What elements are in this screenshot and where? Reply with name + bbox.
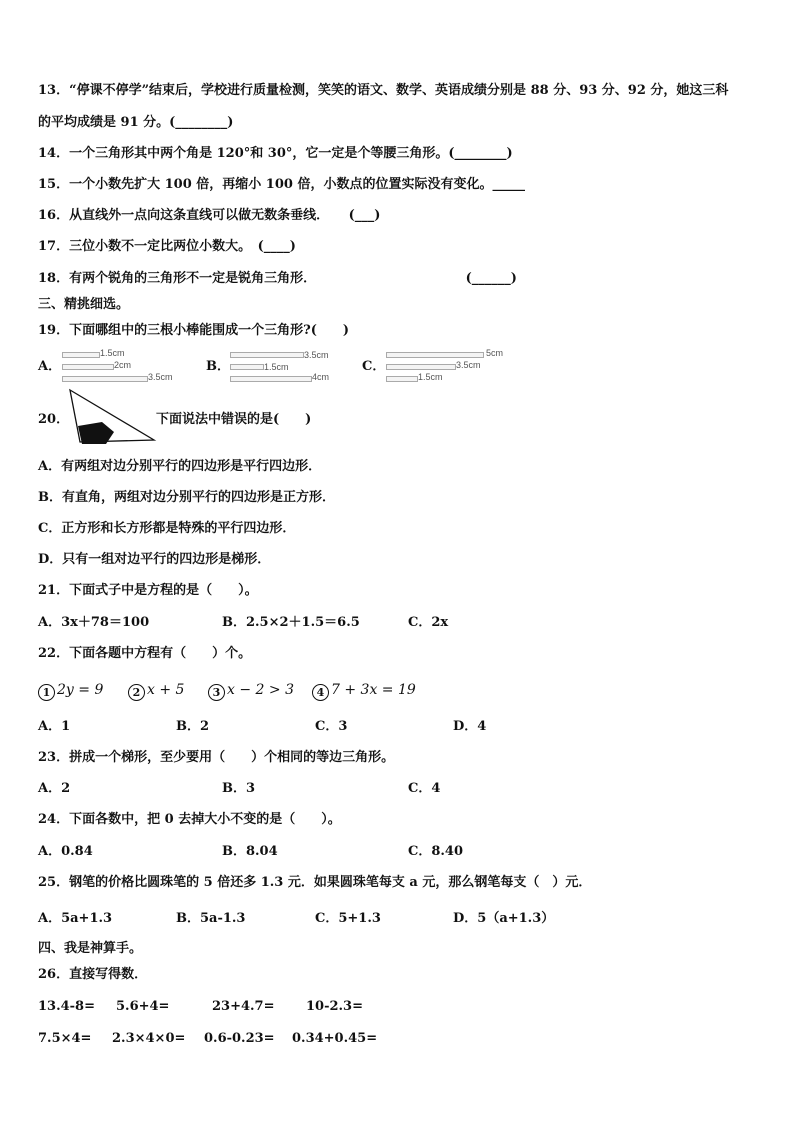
q23-option-b: B．3: [222, 781, 256, 796]
triangle-figure: [66, 388, 158, 446]
section-3-heading: 三、精挑细选。: [38, 297, 130, 312]
q21-stem: 21．下面式子中是方程的是（ ）。: [38, 583, 258, 598]
stick-length-label: 3.5cm: [304, 350, 329, 360]
q22-expression-3: x − 2 > 3: [227, 682, 294, 698]
q18-text: 18．有两个锐角的三角形不一定是锐角三角形． (______): [38, 271, 517, 286]
q22-option-b: B．2: [176, 719, 210, 734]
q23-option-c: C．4: [408, 781, 441, 796]
q16-text: 16．从直线外一点向这条直线可以做无数条垂线． (___): [38, 208, 381, 223]
stick-length-label: 3.5cm: [456, 360, 481, 370]
section-4-heading: 四、我是神算手。: [38, 941, 143, 956]
q26-row1-item-2: 5.6+4=: [116, 999, 170, 1014]
q20-number: 20．: [38, 412, 70, 427]
q20-stem: 下面说法中错误的是( ): [156, 412, 312, 427]
q20-option-a: A．有两组对边分别平行的四边形是平行四边形．: [38, 459, 322, 474]
q26-row1-item-1: 13.4-8=: [38, 999, 95, 1014]
stick: [386, 352, 484, 358]
q21-option-a: A．3x＋78＝100: [38, 615, 150, 630]
q24-stem: 24．下面各数中，把 0 去掉大小不变的是（ ）。: [38, 812, 341, 827]
q26-row2-item-1: 7.5×4=: [38, 1031, 92, 1046]
q15-text: 15．一个小数先扩大 100 倍，再缩小 100 倍，小数点的位置实际没有变化。_____: [38, 177, 525, 192]
q25-option-b: B．5a-1.3: [176, 911, 246, 926]
stick-length-label: 5cm: [486, 348, 504, 358]
q13-line2: 的平均成绩是 91 分。(________): [38, 115, 234, 130]
q21-option-b: B．2.5×2＋1.5＝6.5: [222, 615, 360, 630]
stick: [230, 376, 312, 382]
circled-number-2: 2: [128, 684, 145, 701]
q20-option-c: C．正方形和长方形都是特殊的平行四边形．: [38, 521, 296, 536]
q25-option-d: D．5（a+1.3）: [453, 911, 555, 926]
q24-option-c: C．8.40: [408, 844, 464, 859]
q25-option-a: A．5a+1.3: [38, 911, 113, 926]
stick: [230, 364, 264, 370]
stick-length-label: 1.5cm: [100, 348, 125, 358]
q22-expression-4: 7 + 3x = 19: [331, 682, 416, 698]
q19-stem: 19．下面哪组中的三根小棒能围成一个三角形?( ): [38, 323, 350, 338]
q22-option-c: C．3: [315, 719, 348, 734]
q26-row2-item-4: 0.34+0.45=: [292, 1031, 378, 1046]
q25-stem: 25．钢笔的价格比圆珠笔的 5 倍还多 1.3 元．如果圆珠笔每支 a 元，那么钢笔每支（ ）元．: [38, 875, 592, 890]
q22-item-1: [38, 681, 103, 701]
q20-option-d: D．只有一组对边平行的四边形是梯形．: [38, 552, 271, 567]
stick-length-label: 3.5cm: [148, 372, 173, 382]
stick-length-label: 4cm: [312, 372, 330, 382]
q19-option-a-label: A．: [38, 359, 62, 374]
q22-expression-2: x + 5: [147, 682, 185, 698]
q22-option-a: A．1: [38, 719, 71, 734]
stick: [230, 352, 304, 358]
stick: [62, 376, 148, 382]
q13-line1: 13．“停课不停学”结束后，学校进行质量检测，笑笑的语文、数学、英语成绩分别是 88 分、93 分、92 分，她这三科: [38, 83, 729, 98]
q22-stem: 22．下面各题中方程有（ ）个。: [38, 646, 252, 661]
stick-length-label: 1.5cm: [418, 372, 443, 382]
q19-option-b-label: B．: [206, 359, 230, 374]
stick: [386, 376, 418, 382]
q22-item-4: [312, 681, 416, 701]
q26-stem: 26．直接写得数．: [38, 967, 148, 982]
q20-option-b: B．有直角，两组对边分别平行的四边形是正方形．: [38, 490, 335, 505]
stick-length-label: 2cm: [114, 360, 132, 370]
q26-row1-item-4: 10-2.3=: [306, 999, 363, 1014]
q23-stem: 23．拼成一个梯形，至少要用（ ）个相同的等边三角形。: [38, 750, 395, 765]
q21-option-c: C．2x: [408, 615, 449, 630]
circled-number-4: 4: [312, 684, 329, 701]
q26-row2-item-2: 2.3×4×0=: [112, 1031, 186, 1046]
q22-item-2: [128, 681, 184, 701]
q17-text: 17．三位小数不一定比两位小数大。 (____): [38, 239, 296, 254]
circled-number-1: 1: [38, 684, 55, 701]
stick: [386, 364, 456, 370]
q24-option-a: A．0.84: [38, 844, 93, 859]
stick: [62, 352, 100, 358]
q22-item-3: [208, 681, 294, 701]
q24-option-b: B．8.04: [222, 844, 278, 859]
stick-length-label: 1.5cm: [264, 362, 289, 372]
q26-row2-item-3: 0.6-0.23=: [204, 1031, 275, 1046]
q23-option-a: A．2: [38, 781, 71, 796]
q19-option-c-label: C．: [362, 359, 386, 374]
q14-text: 14．一个三角形其中两个角是 120°和 30°，它一定是个等腰三角形。(________): [38, 146, 513, 161]
circled-number-3: 3: [208, 684, 225, 701]
q25-option-c: C．5+1.3: [315, 911, 381, 926]
stick: [62, 364, 114, 370]
q22-expression-1: 2y = 9: [57, 682, 104, 698]
q22-option-d: D．4: [453, 719, 487, 734]
q26-row1-item-3: 23+4.7=: [212, 999, 275, 1014]
